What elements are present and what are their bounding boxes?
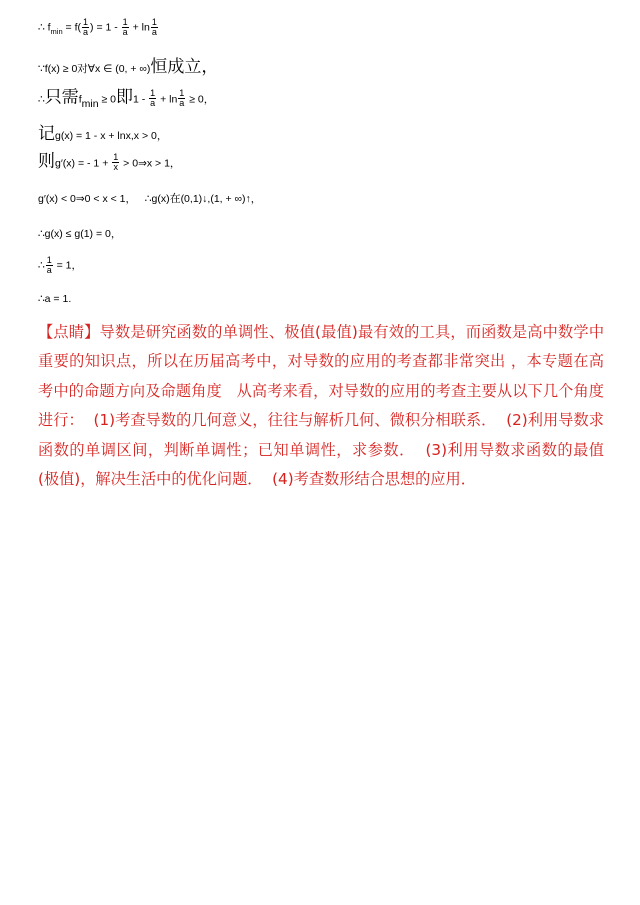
f-symbol: f bbox=[78, 93, 82, 106]
condition-text: 恒成立， bbox=[150, 57, 219, 77]
equation-part: = 1， bbox=[53, 259, 83, 272]
g-definition: g(x) = 1 - x + lnx,x > 0， bbox=[55, 130, 168, 142]
fraction-1-over-a: $\frac{1}{a}$ bbox=[179, 88, 185, 109]
fraction-1-over-x: $\frac{1}{x}$ bbox=[113, 152, 119, 173]
solution-line-5 bbox=[38, 153, 180, 173]
max-conclusion: ∴g(x) ≤ g(1) = 0， bbox=[38, 228, 122, 240]
therefore-symbol: ∴ bbox=[38, 21, 45, 34]
solution-line-7 bbox=[38, 229, 121, 240]
solution-line-3 bbox=[38, 89, 214, 109]
fraction-1-over-a: $\frac{1}{a}$ bbox=[151, 17, 157, 38]
solution-line-4 bbox=[38, 126, 167, 143]
min-subscript: min bbox=[81, 97, 99, 110]
equation-part: 1 - bbox=[132, 93, 149, 106]
fraction-1-over-a: $\frac{1}{a}$ bbox=[122, 17, 128, 38]
solution-line-1 bbox=[38, 18, 159, 38]
fraction-1-over-a: $\frac{1}{a}$ bbox=[46, 255, 52, 276]
equation-part: = f( bbox=[62, 21, 82, 34]
tip-paragraph bbox=[38, 318, 604, 494]
equation-part: + ln bbox=[157, 93, 178, 106]
equation-part: ) = 1 - bbox=[90, 21, 121, 34]
equation-part: + ln bbox=[129, 21, 150, 34]
therefore-symbol: ∴ bbox=[38, 259, 45, 272]
zai-text: 在 bbox=[169, 192, 181, 205]
equation-part: ≥ 0 bbox=[98, 93, 116, 106]
ji-text: 记 bbox=[38, 124, 55, 144]
monotonic-lead: ∴g(x) bbox=[144, 193, 170, 205]
solution-line-6 bbox=[38, 193, 261, 205]
min-subscript: min bbox=[50, 26, 63, 36]
final-answer: ∴a = 1. bbox=[38, 293, 72, 305]
fraction-1-over-a: $\frac{1}{a}$ bbox=[83, 17, 89, 38]
because-symbol: ∵ bbox=[38, 63, 45, 75]
tip-text: 导数是研究函数的单调性、极值(最值)最有效的工具，而函数是高中数学中重要的知识点，所以在历届高考中，对导数的应用的考查都非常突出 ，本专题在高考中的命题方向及命题角度 从高考来看，对导数的应用的考查主要从以下几个角度进行： (1)考查导数的几何意义，往往与解析几何、微积分相联系． (2)利用导数求函数的单调区间，判断单调性；已知单调性，求参数． (3)利用导数求函数的最值(极值)，解决生活中的优化问题． (4)考查数形结合思想的应用． bbox=[38, 323, 605, 489]
solution-line-2 bbox=[38, 59, 218, 76]
therefore-symbol: ∴ bbox=[38, 93, 45, 106]
f-symbol: f bbox=[47, 21, 51, 34]
lead-text: 只需 bbox=[44, 87, 79, 108]
solution-line-8 bbox=[38, 256, 82, 276]
fraction-1-over-a: $\frac{1}{a}$ bbox=[150, 88, 156, 109]
derivative-negative: g′(x) < 0⇒0 < x < 1， bbox=[38, 193, 137, 205]
ji-text: 即 bbox=[115, 87, 133, 108]
solution-line-9 bbox=[38, 294, 71, 305]
monotonic-intervals: (0,1)↓,(1, + ∞)↑， bbox=[180, 193, 262, 205]
equation-part: ≥ 0， bbox=[186, 93, 215, 106]
derivative-condition: > 0⇒x > 1， bbox=[120, 157, 181, 170]
ze-text: 则 bbox=[38, 151, 55, 172]
condition-expression: f(x) ≥ 0对∀x ∈ (0, + ∞) bbox=[44, 63, 151, 75]
derivative-expression: g′(x) = - 1 + bbox=[55, 157, 112, 170]
tip-label: 【点睛】 bbox=[38, 323, 100, 341]
